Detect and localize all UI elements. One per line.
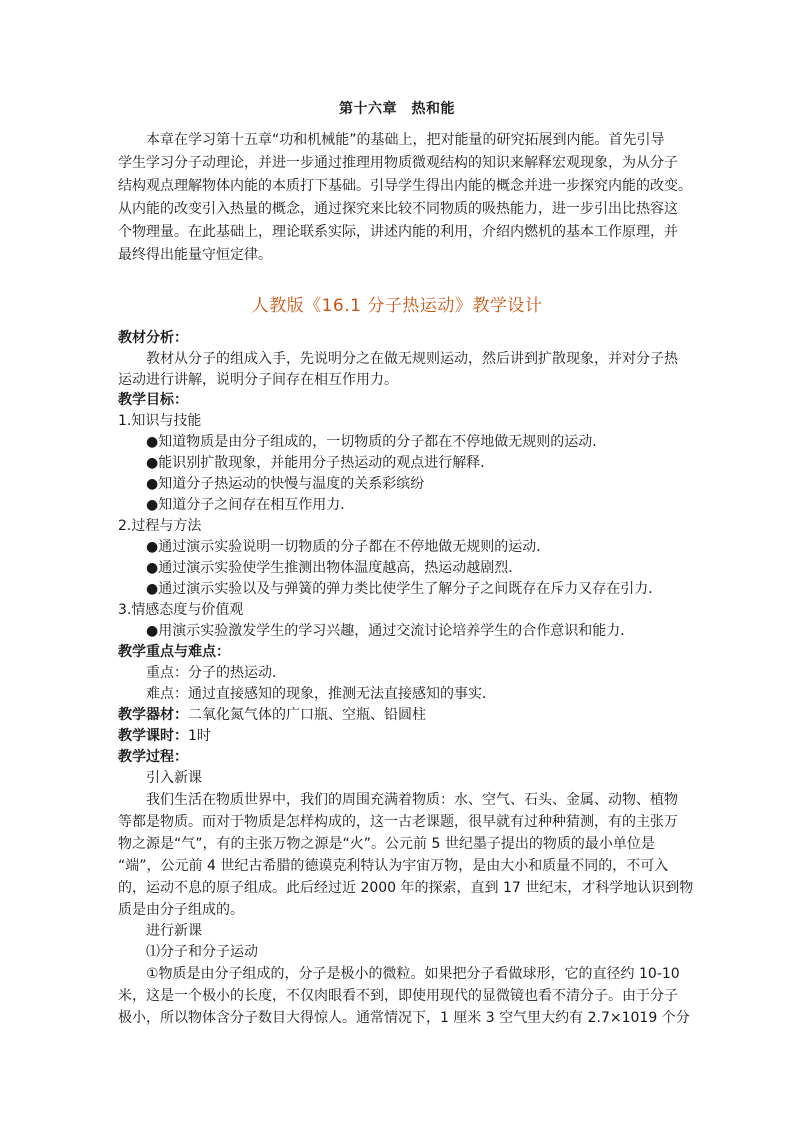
hours-heading: 教学课时： (118, 728, 188, 744)
analysis-line: 运动进行讲解，说明分子间存在相互作用力。 (118, 372, 398, 388)
intro-line: 本章在学习第十五章“功和机械能”的基础上，把对能量的研究拓展到内能。首先引导 (146, 132, 665, 148)
section-1-label: ⑴分子和分子运动 (146, 944, 258, 960)
section-line: 米，这是一个极小的长度，不仅肉眼看不到，即使用现代的显微镜也看不清分子。由于分子 (118, 988, 678, 1004)
goal-item: ●通过演示实验使学生推测出物体温度越高，热运动越剧烈． (146, 560, 523, 576)
hours-row (118, 726, 211, 746)
goals-heading: 教学目标： (118, 392, 188, 408)
process-line: “端”，公元前 4 世纪古希腊的德谟克利特认为宇宙万物，是由大小和质量不同的，不可入 (118, 858, 669, 874)
analysis-heading: 教材分析： (118, 330, 188, 346)
intro-label: 引入新课 (146, 770, 202, 786)
process-line: 物之源是“气”，有的主张万物之源是“火”。公元前 5 世纪墨子提出的物质的最小单位是 (118, 836, 655, 852)
lesson-title: 人教版《16.1 分子热运动》教学设计 (251, 296, 543, 316)
process-line: 的，运动不息的原子组成。此后经过近 2000 年的探索，直到 17 世纪末，才科学地认识到物 (118, 880, 694, 896)
process-line: 我们生活在物质世界中，我们的周围充满着物质：水、空气、石头、金属、动物、植物 (146, 792, 678, 808)
equipment-row (118, 705, 426, 725)
goal-item: ●知道分子之间存在相互作用力． (146, 497, 355, 513)
section-line: ①物质是由分子组成的，分子是极小的微粒。如果把分子看做球形，它的直径约 10-10 (146, 966, 680, 982)
process-line: 质是由分子组成的。 (118, 902, 244, 918)
goal-item: ●能识别扩散现象，并能用分子热运动的观点进行解释． (146, 455, 495, 471)
process-heading: 教学过程： (118, 749, 188, 765)
goal-2-heading: 2.过程与方法 (118, 518, 202, 534)
equipment-heading: 教学器材： (118, 707, 188, 723)
intro-line: 结构观点理解物体内能的本质打下基础。引导学生得出内能的概念并进一步探究内能的改变。 (118, 178, 692, 194)
goal-item: ●通过演示实验以及与弹簧的弹力类比使学生了解分子之间既存在斥力又存在引力． (146, 581, 663, 597)
difficult-point: 难点：通过直接感知的现象，推测无法直接感知的事实． (146, 686, 496, 702)
intro-line: 最终得出能量守恒定律。 (118, 247, 272, 263)
section-line: 极小，所以物体含分子数目大得惊人。通常情况下，1 厘米 3 空气里大约有 2.7×1019 个分 (118, 1010, 690, 1026)
equipment-text: 二氧化氮气体的广口瓶、空瓶、铅圆柱 (188, 707, 426, 723)
goal-1-heading: 1.知识与技能 (118, 413, 202, 429)
key-heading: 教学重点与难点： (118, 644, 230, 660)
goal-item: ●知道物质是由分子组成的，一切物质的分子都在不停地做无规则的运动． (146, 434, 607, 450)
chapter-title: 第十六章 热和能 (339, 101, 455, 117)
process-line: 等都是物质。而对于物质是怎样构成的，这一古老课题，很早就有过种种猜测，有的主张万 (118, 814, 678, 830)
key-point: 重点：分子的热运动． (146, 665, 286, 681)
intro-line: 个物理量。在此基础上，理论联系实际，讲述内能的利用，介绍内燃机的基本工作原理，并 (118, 224, 678, 240)
intro-line: 从内能的改变引入热量的概念，通过探究来比较不同物质的吸热能力，进一步引出比热容这 (118, 201, 678, 217)
analysis-line: 教材从分子的组成入手，先说明分之在做无规则运动，然后讲到扩散现象，并对分子热 (146, 351, 678, 367)
goal-item: ●用演示实验激发学生的学习兴趣，通过交流讨论培养学生的合作意识和能力． (146, 623, 635, 639)
goal-item: ●通过演示实验说明一切物质的分子都在不停地做无规则的运动． (146, 539, 551, 555)
goal-3-heading: 3.情感态度与价值观 (118, 602, 244, 618)
goal-item: ●知道分子热运动的快慢与温度的关系彩缤纷 (146, 476, 425, 492)
intro-line: 学生学习分子动理论，并进一步通过推理用物质微观结构的知识来解释宏观现象，为从分子 (118, 155, 678, 171)
hours-text: 1时 (188, 728, 211, 744)
new-label: 进行新课 (146, 923, 202, 939)
